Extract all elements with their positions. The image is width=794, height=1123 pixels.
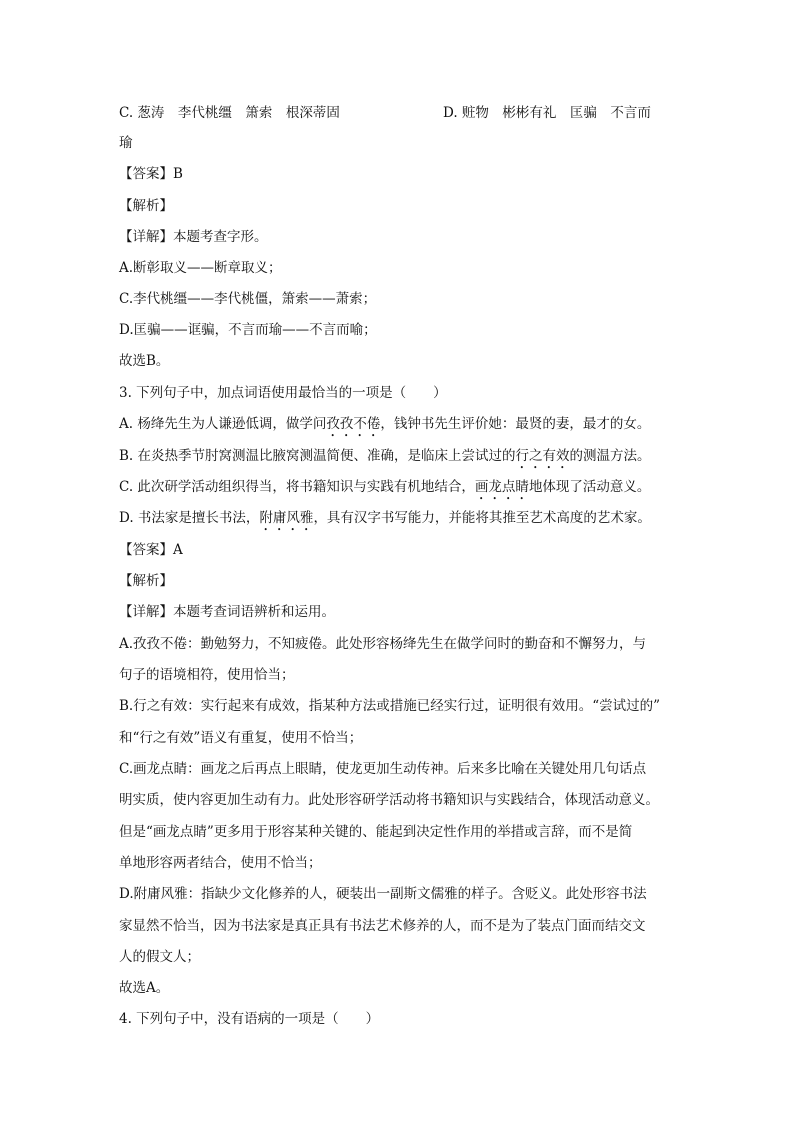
q3-explain-line: A.孜孜不倦：勤勉努力，不知疲倦。此处形容杨绛先生在做学问时的勤奋和不懈努力，与 bbox=[119, 636, 647, 652]
q3-option-c-before: C. 此次研学活动组织得当，将书籍知识与实践有机地结合， bbox=[119, 479, 475, 495]
q3-option-c bbox=[119, 477, 676, 503]
q2-conclusion: 故选B。 bbox=[119, 353, 170, 369]
q3-option-c-dotted-word: 画龙点睛 bbox=[474, 479, 529, 495]
q3-option-c-after: 地体现了活动意义。 bbox=[528, 479, 651, 495]
q2-line-c: C.李代桃缰——李代桃僵，箫索——萧索； bbox=[119, 291, 377, 307]
q3-option-d-dotted-word: 附庸风雅 bbox=[259, 510, 314, 526]
q3-explain-line: 和“行之有效”语义有重复，使用不恰当； bbox=[119, 730, 363, 746]
q3-option-d bbox=[119, 508, 676, 534]
q2-option-c: C. 葱涛 李代桃缰 箫索 根深蒂固 bbox=[119, 105, 340, 121]
q2-line-d: D.匡骗——诓骗，不言而瑜——不言而喻； bbox=[119, 322, 377, 338]
q3-option-a-dotted-word: 孜孜不倦 bbox=[326, 416, 381, 432]
q3-detail: 【详解】本题考查词语辨析和运用。 bbox=[119, 604, 335, 620]
q3-explain-line: C.画龙点睛：画龙之后再点上眼睛，使龙更加生动传神。后来多比喻在关键处用几句话点 bbox=[119, 761, 647, 777]
q3-option-b-before: B. 在炎热季节肘窝测温比腋窝测温简便、准确，是临床上尝试过的 bbox=[119, 448, 516, 464]
q4-stem: 4. 下列句子中，没有语病的一项是（ ） bbox=[119, 1011, 380, 1027]
q2-option-d-continuation: 瑜 bbox=[119, 135, 133, 151]
q3-option-a bbox=[119, 414, 676, 440]
q2-answer: 【答案】B bbox=[119, 166, 183, 182]
q2-detail: 【详解】本题考查字形。 bbox=[119, 229, 268, 245]
q3-explain-line: 人的假文人； bbox=[119, 949, 200, 965]
q3-explain-line: B.行之有效：实行起来有成效，指某种方法或措施已经实行过，证明很有效用。“尝试过的” bbox=[119, 698, 661, 714]
q3-option-d-after: ，具有汉字书写能力，并能将其推至艺术高度的艺术家。 bbox=[313, 510, 651, 526]
q3-analysis-heading: 【解析】 bbox=[119, 573, 173, 589]
q3-option-a-after: ，钱钟书先生评价她：最贤的妻，最才的女。 bbox=[380, 416, 651, 432]
q3-explain-line: 但是“画龙点睛”更多用于形容某种关键的、能起到决定性作用的举措或言辞，而不是简 bbox=[119, 824, 633, 840]
q3-option-b-after: 的测温方法。 bbox=[569, 448, 651, 464]
q2-option-d: D. 赃物 彬彬有礼 匡骗 不言而 bbox=[443, 105, 651, 121]
q2-line-a: A.断彰取义——断章取义； bbox=[119, 260, 282, 276]
q3-option-d-before: D. 书法家是擅长书法， bbox=[119, 510, 260, 526]
q3-option-a-before: A. 杨绛先生为人谦逊低调，做学问 bbox=[119, 416, 327, 432]
q3-conclusion: 故选A。 bbox=[119, 980, 170, 996]
q2-analysis-heading: 【解析】 bbox=[119, 198, 173, 214]
q3-answer: 【答案】A bbox=[119, 542, 183, 558]
q3-option-b-dotted-word: 行之有效 bbox=[515, 448, 570, 464]
q3-stem: 3. 下列句子中，加点词语使用最恰当的一项是（ ） bbox=[119, 385, 447, 401]
q3-explain-line: 明实质，使内容更加生动有力。此处形容研学活动将书籍知识与实践结合，体现活动意义。 bbox=[119, 792, 659, 808]
q3-explain-line: D.附庸风雅：指缺少文化修养的人，硬装出一副斯文儒雅的样子。含贬义。此处形容书法 bbox=[119, 886, 647, 902]
q3-explain-line: 句子的语境相符，使用恰当； bbox=[119, 667, 295, 683]
q3-explain-line: 单地形容两者结合，使用不恰当； bbox=[119, 855, 322, 871]
q3-option-b bbox=[119, 446, 676, 472]
q3-explain-line: 家显然不恰当，因为书法家是真正具有书法艺术修养的人，而不是为了装点门面而结交文 bbox=[119, 918, 646, 934]
